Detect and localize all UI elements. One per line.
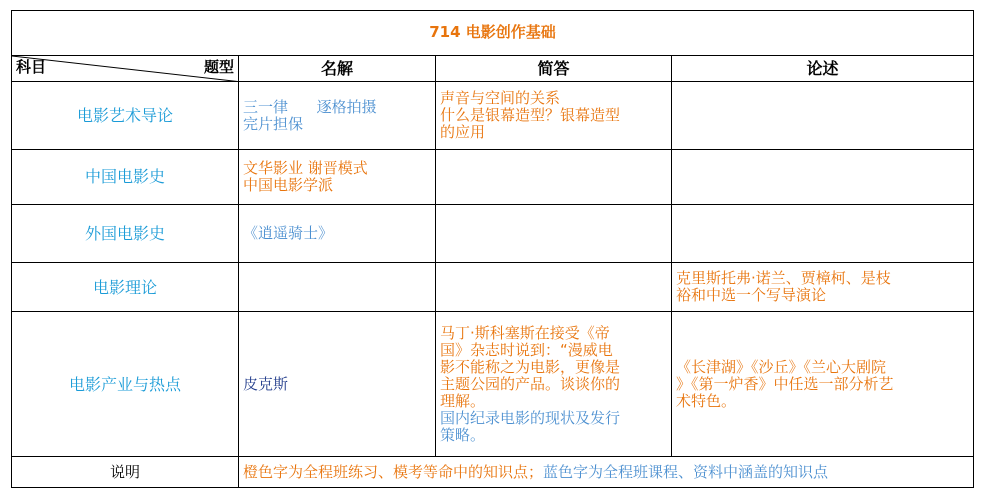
cell-line: 克里斯托弗·诺兰、贾樟柯、是枝 bbox=[676, 269, 891, 288]
type-label: 题型 bbox=[203, 57, 234, 76]
row-subject: 电影艺术导论 bbox=[12, 82, 239, 149]
note-row bbox=[12, 457, 974, 488]
cell-line: 中国电影学派 bbox=[243, 175, 334, 194]
lunshu-cell bbox=[672, 82, 974, 149]
col-header-lunshu: 论述 bbox=[672, 55, 974, 82]
cell-line: 文华影业 谢晋模式 bbox=[243, 158, 368, 177]
mingjie-cell bbox=[239, 263, 436, 312]
table-row bbox=[12, 312, 974, 457]
row-subject: 中国电影史 bbox=[12, 149, 239, 204]
cell-line: 的应用 bbox=[440, 123, 486, 142]
table-title: 714 电影创作基础 bbox=[12, 11, 974, 56]
jianda-cell bbox=[436, 263, 672, 312]
lunshu-cell bbox=[672, 263, 974, 312]
jianda-cell bbox=[436, 205, 672, 263]
cell-line: 理解。 bbox=[440, 391, 486, 410]
jianda-cell bbox=[436, 312, 672, 457]
cell-line: 《长津湖》《沙丘》《兰心大剧院 bbox=[676, 357, 887, 376]
subject-label: 科目 bbox=[16, 57, 47, 76]
cell-line: 《逍遥骑士》 bbox=[243, 224, 334, 243]
mingjie-cell bbox=[239, 312, 436, 457]
table-row bbox=[12, 205, 974, 263]
table-row bbox=[12, 82, 974, 149]
row-subject: 电影产业与热点 bbox=[12, 312, 239, 457]
lunshu-cell bbox=[672, 149, 974, 204]
cell-line: 国》杂志时说到：“漫威电 bbox=[440, 340, 613, 359]
mingjie-cell bbox=[239, 149, 436, 204]
note-content bbox=[239, 457, 974, 488]
jianda-cell bbox=[436, 149, 672, 204]
cell-line: 》《第一炉香》中任选一部分析艺 bbox=[676, 374, 894, 393]
cell-line: 策略。 bbox=[440, 425, 486, 444]
exam-table bbox=[11, 10, 974, 488]
cell-line: 裕和中选一个写导演论 bbox=[676, 286, 827, 305]
cell-line: 术特色。 bbox=[676, 391, 737, 410]
row-subject: 外国电影史 bbox=[12, 205, 239, 263]
table-row bbox=[12, 263, 974, 312]
row-subject: 电影理论 bbox=[12, 263, 239, 312]
cell-line: 主题公园的产品。谈谈你的 bbox=[440, 374, 621, 393]
cell-line: 马丁·斯科塞斯在接受《帝 bbox=[440, 323, 610, 342]
cell-line: 影不能称之为电影，更像是 bbox=[440, 357, 621, 376]
note-label: 说明 bbox=[12, 457, 239, 488]
mingjie-cell bbox=[239, 205, 436, 263]
cell-line: 三一律 逐格拍摄 bbox=[243, 97, 377, 116]
cell-line: 声音与空间的关系 bbox=[440, 89, 561, 108]
jianda-cell bbox=[436, 82, 672, 149]
col-header-jianda: 简答 bbox=[436, 55, 672, 82]
lunshu-cell bbox=[672, 205, 974, 263]
diagonal-header-cell bbox=[12, 55, 239, 82]
note-orange-text: 橙色字为全程班练习、模考等命中的知识点； bbox=[243, 462, 544, 481]
cell-line: 完片担保 bbox=[243, 114, 304, 133]
table-row bbox=[12, 149, 974, 204]
cell-line: 什么是银幕造型？银幕造型 bbox=[440, 106, 621, 125]
col-header-mingjie: 名解 bbox=[239, 55, 436, 82]
note-blue-text: 蓝色字为全程班课程、资料中涵盖的知识点 bbox=[543, 462, 829, 481]
lunshu-cell bbox=[672, 312, 974, 457]
cell-line: 皮克斯 bbox=[243, 374, 289, 393]
mingjie-cell bbox=[239, 82, 436, 149]
cell-line: 国内纪录电影的现状及发行 bbox=[440, 408, 621, 427]
